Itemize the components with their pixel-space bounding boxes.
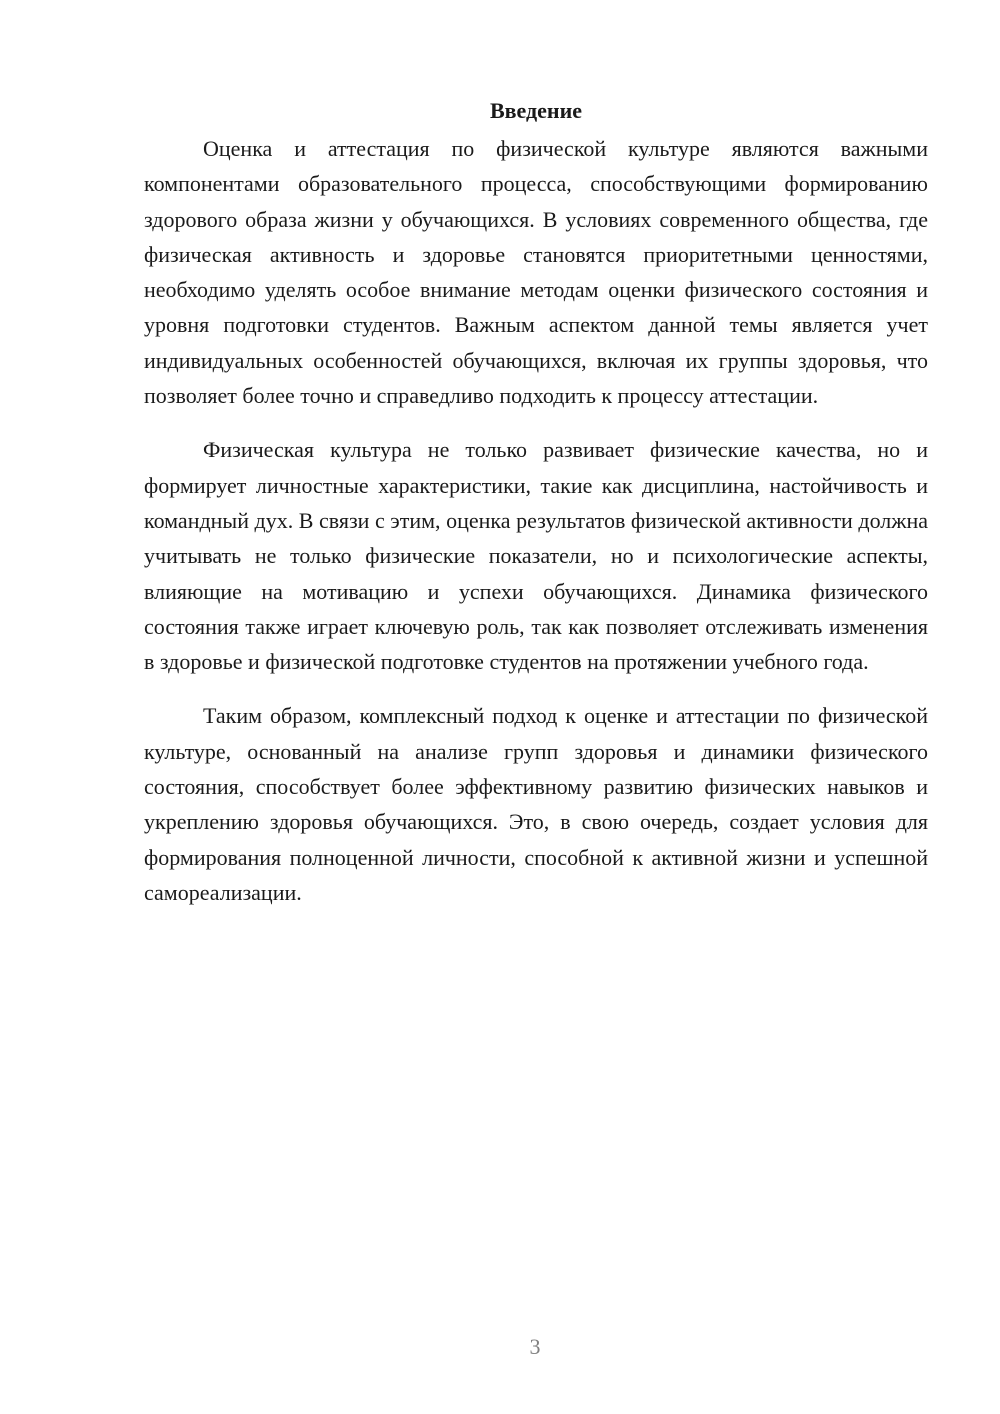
paragraph: Физическая культура не только развивает физические качества, но и формирует личностные характеристики, такие как дисциплина, настойчивость и командный дух. В связи с этим, оценка результатов физической активности должна учитывать не только физические показатели, но и психологические аспекты, влияющие на мотивацию и успехи обучающихся. Динамика физического состояния также играет ключевую роль, так как позволяет отслеживать изменения в здоровье и физической подготовке студентов на протяжении учебного года. xyxy=(144,437,928,675)
paragraph: Оценка и аттестация по физической культуре являются важными компонентами образовательного процесса, способствующими формированию здорового образа жизни у обучающихся. В условиях современного общества, где физическая активность и здоровье становятся приоритетными ценностями, необходимо уделять особое внимание методам оценки физического состояния и уровня подготовки студентов. Важным аспектом данной темы является учет индивидуальных особенностей обучающихся, включая их группы здоровья, что позволяет более точно и справедливо подходить к процессу аттестации. xyxy=(144,136,928,409)
section-heading: Введение xyxy=(489,98,583,123)
paragraph: Таким образом, комплексный подход к оценке и аттестации по физической культуре, основанный на анализе групп здоровья и динамики физического состояния, способствует более эффективному развитию физических навыков и укреплению здоровья обучающихся. Это, в свою очередь, создает условия для формирования полноценной личности, способной к активной жизни и успешной самореализации. xyxy=(144,703,928,905)
page-number: 3 xyxy=(529,1334,541,1359)
page-body xyxy=(144,92,928,929)
